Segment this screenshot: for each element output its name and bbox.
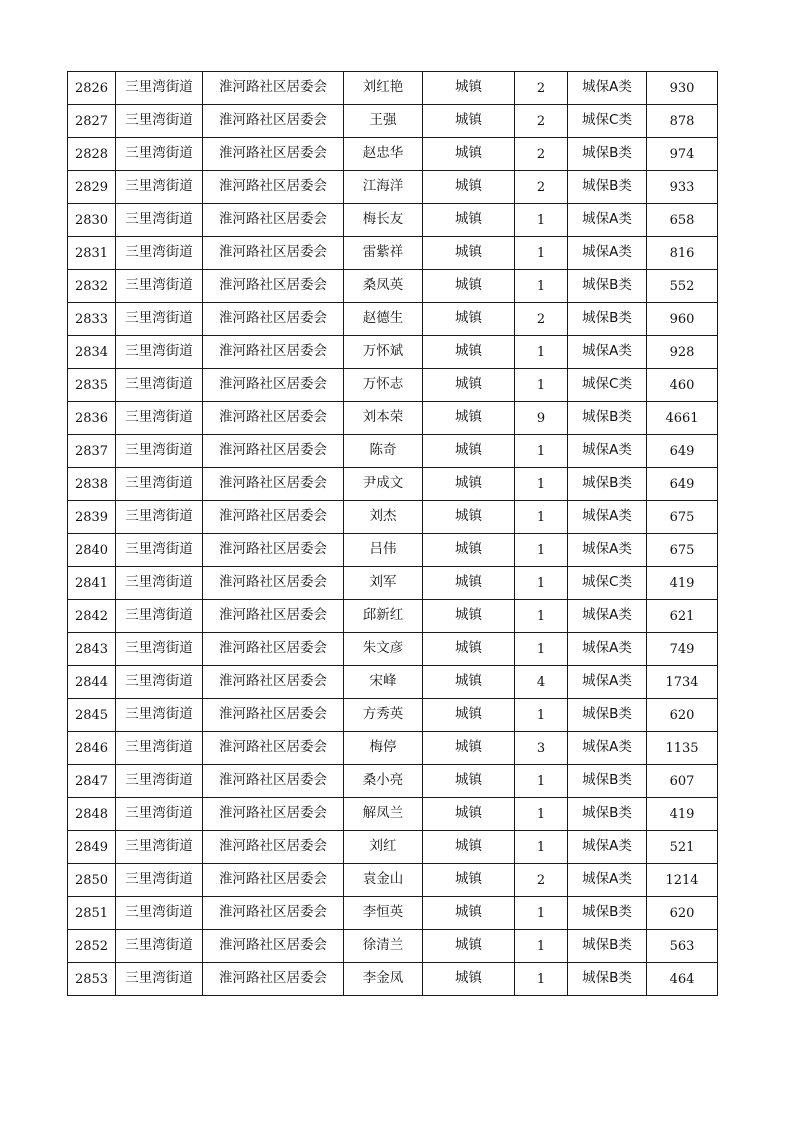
table-row xyxy=(68,798,718,831)
household-type-cell: 城镇 xyxy=(423,864,515,897)
insurance-category-cell: 城保A类 xyxy=(568,864,647,897)
insurance-category-cell: 城保A类 xyxy=(568,501,647,534)
household-size-cell: 1 xyxy=(515,204,568,237)
welfare-recipient-table xyxy=(67,71,718,996)
subdistrict-cell: 三里湾街道 xyxy=(116,105,203,138)
insurance-category-cell: 城保A类 xyxy=(568,237,647,270)
subdistrict-cell: 三里湾街道 xyxy=(116,897,203,930)
household-type-cell: 城镇 xyxy=(423,105,515,138)
row-number-cell: 2827 xyxy=(68,105,116,138)
insurance-category-cell: 城保B类 xyxy=(568,765,647,798)
subdistrict-cell: 三里湾街道 xyxy=(116,699,203,732)
household-type-cell: 城镇 xyxy=(423,435,515,468)
subdistrict-cell: 三里湾街道 xyxy=(116,204,203,237)
subdistrict-cell: 三里湾街道 xyxy=(116,501,203,534)
household-size-cell: 2 xyxy=(515,138,568,171)
subdistrict-cell: 三里湾街道 xyxy=(116,732,203,765)
household-size-cell: 1 xyxy=(515,831,568,864)
insurance-category-cell: 城保A类 xyxy=(568,732,647,765)
household-type-cell: 城镇 xyxy=(423,468,515,501)
household-size-cell: 1 xyxy=(515,369,568,402)
amount-cell: 621 xyxy=(647,600,718,633)
table-row xyxy=(68,105,718,138)
subdistrict-cell: 三里湾街道 xyxy=(116,633,203,666)
community-cell: 淮河路社区居委会 xyxy=(203,336,344,369)
subdistrict-cell: 三里湾街道 xyxy=(116,930,203,963)
household-size-cell: 2 xyxy=(515,105,568,138)
amount-cell: 1135 xyxy=(647,732,718,765)
insurance-category-cell: 城保B类 xyxy=(568,402,647,435)
amount-cell: 749 xyxy=(647,633,718,666)
row-number-cell: 2832 xyxy=(68,270,116,303)
amount-cell: 521 xyxy=(647,831,718,864)
row-number-cell: 2839 xyxy=(68,501,116,534)
subdistrict-cell: 三里湾街道 xyxy=(116,666,203,699)
recipient-name-cell: 刘红 xyxy=(344,831,423,864)
recipient-name-cell: 方秀英 xyxy=(344,699,423,732)
community-cell: 淮河路社区居委会 xyxy=(203,897,344,930)
household-size-cell: 1 xyxy=(515,699,568,732)
insurance-category-cell: 城保B类 xyxy=(568,798,647,831)
amount-cell: 933 xyxy=(647,171,718,204)
household-size-cell: 2 xyxy=(515,303,568,336)
subdistrict-cell: 三里湾街道 xyxy=(116,138,203,171)
row-number-cell: 2850 xyxy=(68,864,116,897)
subdistrict-cell: 三里湾街道 xyxy=(116,831,203,864)
subdistrict-cell: 三里湾街道 xyxy=(116,402,203,435)
row-number-cell: 2828 xyxy=(68,138,116,171)
recipient-name-cell: 刘本荣 xyxy=(344,402,423,435)
row-number-cell: 2849 xyxy=(68,831,116,864)
table-row xyxy=(68,237,718,270)
household-type-cell: 城镇 xyxy=(423,402,515,435)
table-row xyxy=(68,567,718,600)
household-size-cell: 2 xyxy=(515,864,568,897)
insurance-category-cell: 城保C类 xyxy=(568,105,647,138)
household-size-cell: 4 xyxy=(515,666,568,699)
amount-cell: 1734 xyxy=(647,666,718,699)
household-type-cell: 城镇 xyxy=(423,732,515,765)
subdistrict-cell: 三里湾街道 xyxy=(116,336,203,369)
table-row xyxy=(68,402,718,435)
community-cell: 淮河路社区居委会 xyxy=(203,930,344,963)
recipient-name-cell: 徐清兰 xyxy=(344,930,423,963)
insurance-category-cell: 城保B类 xyxy=(568,930,647,963)
recipient-name-cell: 桑小亮 xyxy=(344,765,423,798)
household-size-cell: 9 xyxy=(515,402,568,435)
table-row xyxy=(68,864,718,897)
table-row xyxy=(68,303,718,336)
recipient-name-cell: 雷紫祥 xyxy=(344,237,423,270)
recipient-name-cell: 吕伟 xyxy=(344,534,423,567)
subdistrict-cell: 三里湾街道 xyxy=(116,534,203,567)
amount-cell: 419 xyxy=(647,798,718,831)
row-number-cell: 2838 xyxy=(68,468,116,501)
table-row xyxy=(68,963,718,996)
recipient-name-cell: 江海洋 xyxy=(344,171,423,204)
row-number-cell: 2852 xyxy=(68,930,116,963)
subdistrict-cell: 三里湾街道 xyxy=(116,171,203,204)
table-row xyxy=(68,171,718,204)
row-number-cell: 2831 xyxy=(68,237,116,270)
row-number-cell: 2844 xyxy=(68,666,116,699)
community-cell: 淮河路社区居委会 xyxy=(203,468,344,501)
table-row xyxy=(68,204,718,237)
table-row xyxy=(68,765,718,798)
community-cell: 淮河路社区居委会 xyxy=(203,534,344,567)
amount-cell: 460 xyxy=(647,369,718,402)
row-number-cell: 2836 xyxy=(68,402,116,435)
amount-cell: 960 xyxy=(647,303,718,336)
household-type-cell: 城镇 xyxy=(423,666,515,699)
recipient-name-cell: 刘红艳 xyxy=(344,72,423,105)
amount-cell: 607 xyxy=(647,765,718,798)
recipient-name-cell: 朱文彦 xyxy=(344,633,423,666)
subdistrict-cell: 三里湾街道 xyxy=(116,468,203,501)
recipient-name-cell: 梅长友 xyxy=(344,204,423,237)
row-number-cell: 2830 xyxy=(68,204,116,237)
row-number-cell: 2848 xyxy=(68,798,116,831)
community-cell: 淮河路社区居委会 xyxy=(203,138,344,171)
row-number-cell: 2847 xyxy=(68,765,116,798)
amount-cell: 552 xyxy=(647,270,718,303)
table-row xyxy=(68,897,718,930)
amount-cell: 620 xyxy=(647,699,718,732)
insurance-category-cell: 城保A类 xyxy=(568,435,647,468)
table-row xyxy=(68,831,718,864)
row-number-cell: 2837 xyxy=(68,435,116,468)
insurance-category-cell: 城保C类 xyxy=(568,567,647,600)
subdistrict-cell: 三里湾街道 xyxy=(116,369,203,402)
row-number-cell: 2826 xyxy=(68,72,116,105)
subdistrict-cell: 三里湾街道 xyxy=(116,270,203,303)
household-size-cell: 2 xyxy=(515,72,568,105)
insurance-category-cell: 城保A类 xyxy=(568,633,647,666)
household-type-cell: 城镇 xyxy=(423,798,515,831)
community-cell: 淮河路社区居委会 xyxy=(203,402,344,435)
amount-cell: 930 xyxy=(647,72,718,105)
household-size-cell: 1 xyxy=(515,237,568,270)
subdistrict-cell: 三里湾街道 xyxy=(116,303,203,336)
recipient-name-cell: 刘杰 xyxy=(344,501,423,534)
amount-cell: 464 xyxy=(647,963,718,996)
insurance-category-cell: 城保A类 xyxy=(568,600,647,633)
amount-cell: 658 xyxy=(647,204,718,237)
community-cell: 淮河路社区居委会 xyxy=(203,501,344,534)
household-size-cell: 1 xyxy=(515,930,568,963)
table-row xyxy=(68,270,718,303)
community-cell: 淮河路社区居委会 xyxy=(203,105,344,138)
recipient-name-cell: 袁金山 xyxy=(344,864,423,897)
household-type-cell: 城镇 xyxy=(423,765,515,798)
community-cell: 淮河路社区居委会 xyxy=(203,270,344,303)
insurance-category-cell: 城保A类 xyxy=(568,336,647,369)
household-type-cell: 城镇 xyxy=(423,237,515,270)
table-body xyxy=(68,72,718,996)
amount-cell: 649 xyxy=(647,468,718,501)
subdistrict-cell: 三里湾街道 xyxy=(116,864,203,897)
household-type-cell: 城镇 xyxy=(423,369,515,402)
community-cell: 淮河路社区居委会 xyxy=(203,303,344,336)
subdistrict-cell: 三里湾街道 xyxy=(116,798,203,831)
row-number-cell: 2843 xyxy=(68,633,116,666)
household-type-cell: 城镇 xyxy=(423,633,515,666)
household-size-cell: 1 xyxy=(515,435,568,468)
insurance-category-cell: 城保B类 xyxy=(568,303,647,336)
insurance-category-cell: 城保A类 xyxy=(568,72,647,105)
table-row xyxy=(68,468,718,501)
recipient-name-cell: 陈奇 xyxy=(344,435,423,468)
table-row xyxy=(68,732,718,765)
household-size-cell: 1 xyxy=(515,633,568,666)
row-number-cell: 2834 xyxy=(68,336,116,369)
subdistrict-cell: 三里湾街道 xyxy=(116,765,203,798)
insurance-category-cell: 城保C类 xyxy=(568,369,647,402)
insurance-category-cell: 城保B类 xyxy=(568,963,647,996)
table-row xyxy=(68,138,718,171)
household-type-cell: 城镇 xyxy=(423,303,515,336)
recipient-name-cell: 刘军 xyxy=(344,567,423,600)
amount-cell: 816 xyxy=(647,237,718,270)
row-number-cell: 2842 xyxy=(68,600,116,633)
household-size-cell: 1 xyxy=(515,798,568,831)
amount-cell: 1214 xyxy=(647,864,718,897)
amount-cell: 928 xyxy=(647,336,718,369)
insurance-category-cell: 城保A类 xyxy=(568,666,647,699)
household-size-cell: 1 xyxy=(515,270,568,303)
recipient-name-cell: 李恒英 xyxy=(344,897,423,930)
recipient-name-cell: 赵德生 xyxy=(344,303,423,336)
community-cell: 淮河路社区居委会 xyxy=(203,171,344,204)
household-type-cell: 城镇 xyxy=(423,336,515,369)
household-size-cell: 1 xyxy=(515,336,568,369)
household-type-cell: 城镇 xyxy=(423,897,515,930)
household-type-cell: 城镇 xyxy=(423,699,515,732)
insurance-category-cell: 城保B类 xyxy=(568,171,647,204)
community-cell: 淮河路社区居委会 xyxy=(203,732,344,765)
subdistrict-cell: 三里湾街道 xyxy=(116,567,203,600)
household-size-cell: 1 xyxy=(515,600,568,633)
household-type-cell: 城镇 xyxy=(423,501,515,534)
household-size-cell: 3 xyxy=(515,732,568,765)
amount-cell: 649 xyxy=(647,435,718,468)
community-cell: 淮河路社区居委会 xyxy=(203,567,344,600)
table-row xyxy=(68,930,718,963)
household-size-cell: 1 xyxy=(515,501,568,534)
amount-cell: 620 xyxy=(647,897,718,930)
community-cell: 淮河路社区居委会 xyxy=(203,765,344,798)
insurance-category-cell: 城保B类 xyxy=(568,270,647,303)
household-type-cell: 城镇 xyxy=(423,831,515,864)
household-type-cell: 城镇 xyxy=(423,600,515,633)
table-row xyxy=(68,600,718,633)
community-cell: 淮河路社区居委会 xyxy=(203,369,344,402)
recipient-name-cell: 尹成文 xyxy=(344,468,423,501)
community-cell: 淮河路社区居委会 xyxy=(203,600,344,633)
table-row xyxy=(68,336,718,369)
household-size-cell: 2 xyxy=(515,171,568,204)
amount-cell: 563 xyxy=(647,930,718,963)
recipient-name-cell: 桑凤英 xyxy=(344,270,423,303)
amount-cell: 878 xyxy=(647,105,718,138)
household-type-cell: 城镇 xyxy=(423,534,515,567)
row-number-cell: 2846 xyxy=(68,732,116,765)
household-type-cell: 城镇 xyxy=(423,963,515,996)
household-type-cell: 城镇 xyxy=(423,270,515,303)
table-row xyxy=(68,633,718,666)
insurance-category-cell: 城保A类 xyxy=(568,534,647,567)
amount-cell: 974 xyxy=(647,138,718,171)
recipient-name-cell: 邱新红 xyxy=(344,600,423,633)
subdistrict-cell: 三里湾街道 xyxy=(116,963,203,996)
recipient-name-cell: 万怀斌 xyxy=(344,336,423,369)
subdistrict-cell: 三里湾街道 xyxy=(116,435,203,468)
household-size-cell: 1 xyxy=(515,765,568,798)
household-size-cell: 1 xyxy=(515,468,568,501)
community-cell: 淮河路社区居委会 xyxy=(203,963,344,996)
row-number-cell: 2840 xyxy=(68,534,116,567)
amount-cell: 419 xyxy=(647,567,718,600)
recipient-name-cell: 宋峰 xyxy=(344,666,423,699)
row-number-cell: 2845 xyxy=(68,699,116,732)
recipient-name-cell: 王强 xyxy=(344,105,423,138)
table-row xyxy=(68,534,718,567)
row-number-cell: 2833 xyxy=(68,303,116,336)
community-cell: 淮河路社区居委会 xyxy=(203,864,344,897)
household-size-cell: 1 xyxy=(515,963,568,996)
community-cell: 淮河路社区居委会 xyxy=(203,72,344,105)
household-type-cell: 城镇 xyxy=(423,567,515,600)
household-type-cell: 城镇 xyxy=(423,72,515,105)
community-cell: 淮河路社区居委会 xyxy=(203,633,344,666)
recipient-name-cell: 赵忠华 xyxy=(344,138,423,171)
community-cell: 淮河路社区居委会 xyxy=(203,699,344,732)
insurance-category-cell: 城保B类 xyxy=(568,468,647,501)
table-row xyxy=(68,369,718,402)
row-number-cell: 2841 xyxy=(68,567,116,600)
amount-cell: 675 xyxy=(647,534,718,567)
row-number-cell: 2851 xyxy=(68,897,116,930)
household-size-cell: 1 xyxy=(515,534,568,567)
recipient-name-cell: 万怀志 xyxy=(344,369,423,402)
household-type-cell: 城镇 xyxy=(423,138,515,171)
amount-cell: 4661 xyxy=(647,402,718,435)
community-cell: 淮河路社区居委会 xyxy=(203,798,344,831)
recipient-name-cell: 李金凤 xyxy=(344,963,423,996)
household-size-cell: 1 xyxy=(515,897,568,930)
household-type-cell: 城镇 xyxy=(423,171,515,204)
insurance-category-cell: 城保B类 xyxy=(568,897,647,930)
table-row xyxy=(68,72,718,105)
row-number-cell: 2853 xyxy=(68,963,116,996)
household-type-cell: 城镇 xyxy=(423,204,515,237)
insurance-category-cell: 城保B类 xyxy=(568,699,647,732)
row-number-cell: 2835 xyxy=(68,369,116,402)
community-cell: 淮河路社区居委会 xyxy=(203,831,344,864)
insurance-category-cell: 城保A类 xyxy=(568,204,647,237)
subdistrict-cell: 三里湾街道 xyxy=(116,72,203,105)
insurance-category-cell: 城保A类 xyxy=(568,831,647,864)
table-row xyxy=(68,435,718,468)
community-cell: 淮河路社区居委会 xyxy=(203,204,344,237)
amount-cell: 675 xyxy=(647,501,718,534)
community-cell: 淮河路社区居委会 xyxy=(203,666,344,699)
recipient-name-cell: 梅停 xyxy=(344,732,423,765)
household-type-cell: 城镇 xyxy=(423,930,515,963)
community-cell: 淮河路社区居委会 xyxy=(203,237,344,270)
insurance-category-cell: 城保B类 xyxy=(568,138,647,171)
community-cell: 淮河路社区居委会 xyxy=(203,435,344,468)
household-size-cell: 1 xyxy=(515,567,568,600)
subdistrict-cell: 三里湾街道 xyxy=(116,600,203,633)
recipient-name-cell: 解凤兰 xyxy=(344,798,423,831)
subdistrict-cell: 三里湾街道 xyxy=(116,237,203,270)
table-row xyxy=(68,666,718,699)
table-row xyxy=(68,699,718,732)
row-number-cell: 2829 xyxy=(68,171,116,204)
table-row xyxy=(68,501,718,534)
